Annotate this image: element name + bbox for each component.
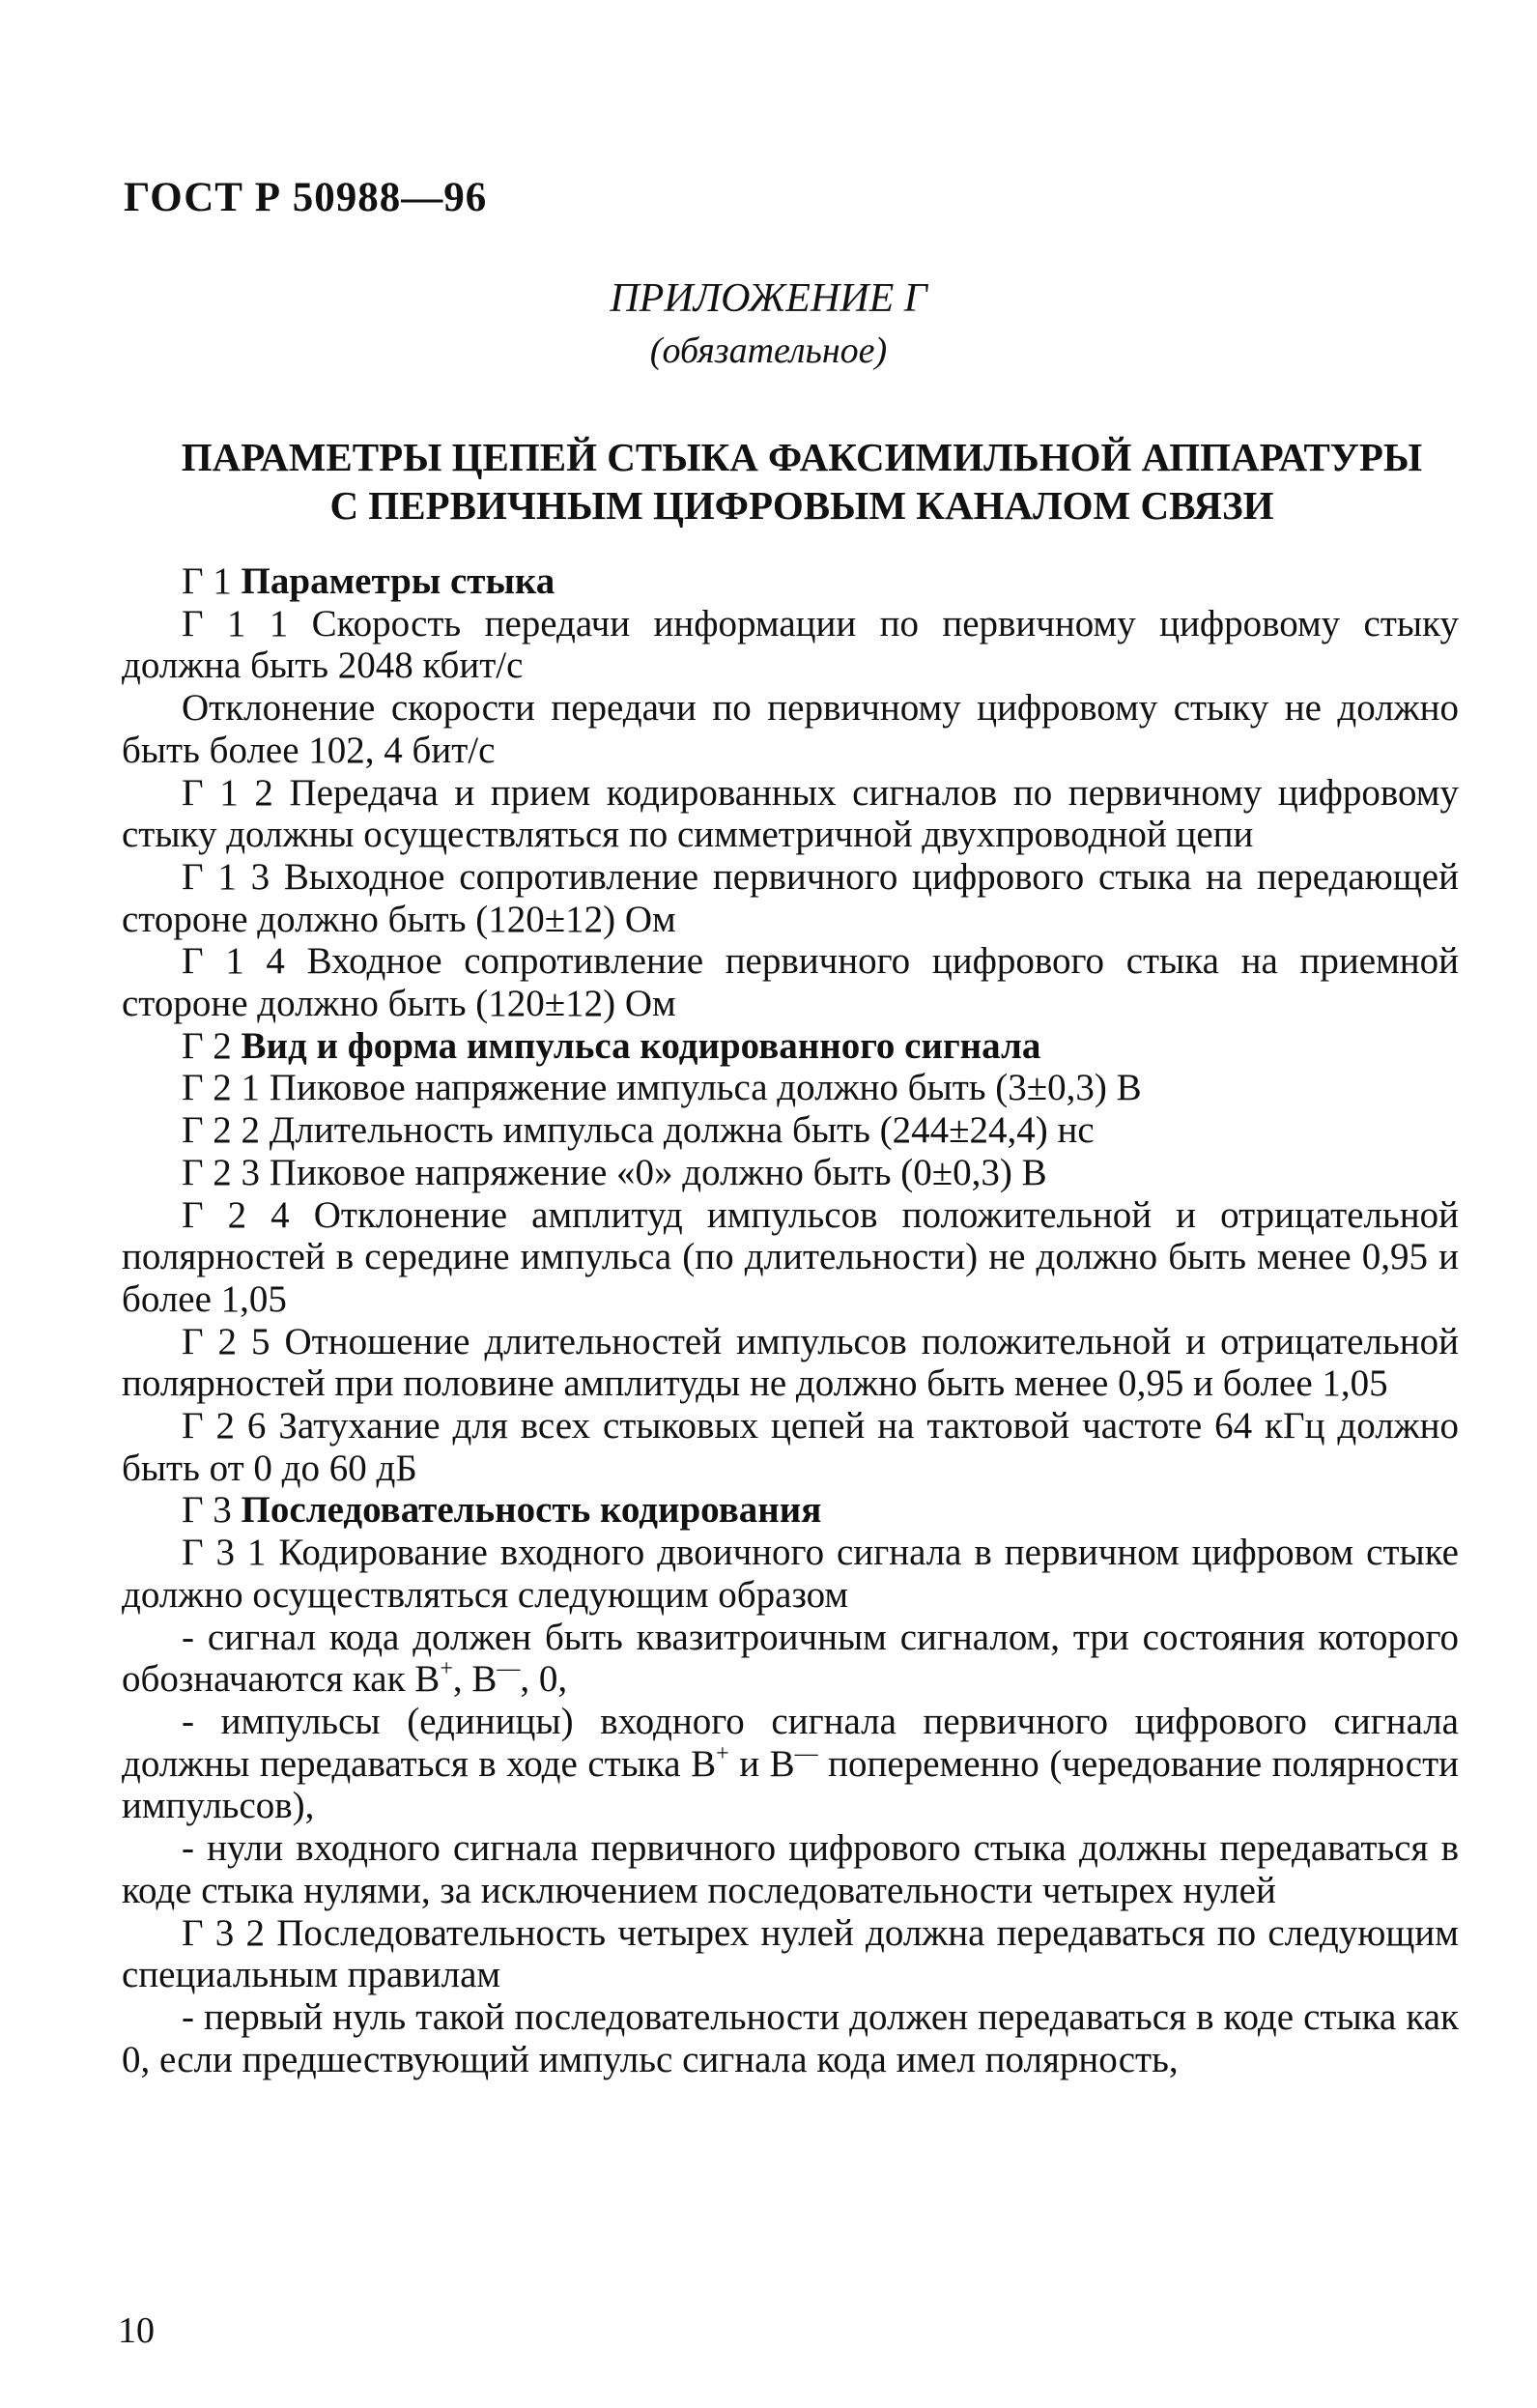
section-heading-1: [122, 560, 1459, 603]
document-code: ГОСТ Р 50988—96: [124, 175, 488, 220]
section-number: Г 3: [182, 1489, 232, 1532]
paragraph: Г 2 5 Отношение длительностей импульсов положительной и отрицательной полярностей при половине амплитуды не должно быть менее 0,95 и более 1,05: [122, 1320, 1459, 1405]
paragraph: Г 2 6 Затухание для всех стыковых цепей на тактовой частоте 64 кГц должно быть от 0 до 60 дБ: [122, 1405, 1459, 1489]
superscript-plus: +: [440, 1656, 453, 1682]
document-body: [122, 560, 1459, 2080]
superscript-minus: —: [497, 1656, 521, 1682]
list-item-text: - импульсы (единицы) входного сигнала первичного цифрового сигнала должны передаваться в ходе стыка В: [122, 1700, 1459, 1785]
paragraph: Г 1 3 Выходное сопротивление первичного цифрового стыка на передающей стороне должно быть (120±12) Ом: [122, 855, 1459, 940]
section-title-text: Параметры стыка: [241, 560, 555, 602]
paragraph: Г 3 1 Кодирование входного двоичного сигнала в первичном цифровом стыке должно осуществляться следующим образом: [122, 1532, 1459, 1616]
paragraph: Г 1 1 Скорость передачи информации по первичному цифровому стыку должна быть 2048 кбит/с: [122, 602, 1459, 687]
paragraph: Отклонение скорости передачи по первичному цифровому стыку не должно быть более 102, 4 бит/с: [122, 687, 1459, 771]
section-heading-2: [122, 1025, 1459, 1068]
section-title-text: Вид и форма импульса кодированного сигнала: [241, 1024, 1041, 1067]
paragraph: Г 2 4 Отклонение амплитуд импульсов положительной и отрицательной полярностей в середине импульса (по длительности) не должно быть менее 0,95 и более 1,05: [122, 1193, 1459, 1320]
superscript-minus: —: [794, 1740, 818, 1766]
list-item: - нули входного сигнала первичного цифрового стыка должны передаваться в коде стыка нулями, за исключением последовательности четырех нулей: [122, 1827, 1459, 1911]
list-item-text: , 0,: [520, 1658, 568, 1701]
appendix-label: ПРИЛОЖЕНИЕ Г: [610, 276, 927, 321]
section-number: Г 1: [182, 560, 232, 602]
section-number: Г 2: [182, 1024, 232, 1067]
superscript-plus: +: [716, 1740, 729, 1766]
paragraph: Г 1 4 Входное сопротивление первичного цифрового стыка на приемной стороне должно быть (120±12) Ом: [122, 940, 1459, 1025]
section-title: [145, 433, 1459, 530]
list-item-text: - сигнал кода должен быть квазитроичным сигналом, три состояния которого обозначаются как В: [122, 1616, 1459, 1701]
list-item: [122, 1701, 1459, 1827]
section-title-text: Последовательность кодирования: [241, 1489, 822, 1532]
paragraph: Г 1 2 Передача и прием кодированных сигналов по первичному цифровому стыку должны осуществляться по симметричной двухпроводной цепи: [122, 771, 1459, 856]
paragraph: Г 2 2 Длительность импульса должна быть (244±24,4) нс: [182, 1109, 1095, 1152]
paragraph: Г 2 1 Пиковое напряжение импульса должно быть (3±0,3) В: [182, 1067, 1142, 1109]
list-item-text: , В: [452, 1658, 498, 1701]
list-item-text: и В: [728, 1742, 795, 1785]
title-line-2: С ПЕРВИЧНЫМ ЦИФРОВЫМ КАНАЛОМ СВЯЗИ: [329, 483, 1274, 528]
list-item: - первый нуль такой последовательности должен передаваться в коде стыка как 0, если предшествующий импульс сигнала кода имел полярность,: [122, 1995, 1459, 2080]
appendix-type: (обязательное): [649, 330, 888, 371]
list-item: [122, 1617, 1459, 1701]
section-heading-3: [122, 1489, 1459, 1532]
title-line-1: ПАРАМЕТРЫ ЦЕПЕЙ СТЫКА ФАКСИМИЛЬНОЙ АППАРАТУРЫ: [181, 435, 1423, 479]
paragraph: Г 3 2 Последовательность четырех нулей должна передаваться по следующим специальным правилам: [122, 1911, 1459, 1996]
paragraph: Г 2 3 Пиковое напряжение «0» должно быть (0±0,3) В: [182, 1151, 1047, 1193]
list-item-text: попеременно (чередование полярности импульсов),: [122, 1742, 1459, 1827]
page-number: 10: [118, 2310, 155, 2351]
appendix-heading: [0, 272, 1537, 377]
